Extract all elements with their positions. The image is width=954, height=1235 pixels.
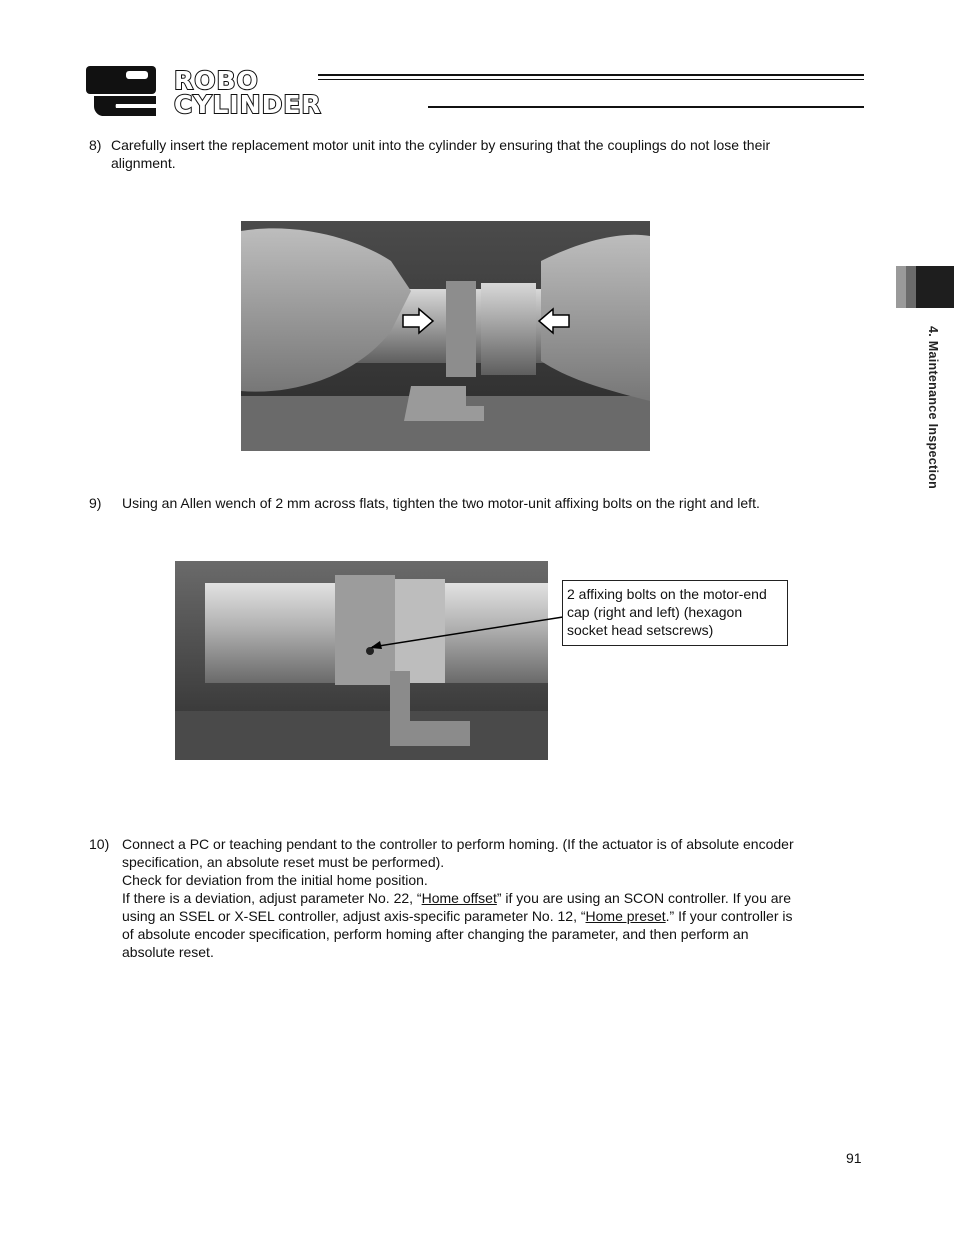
step-number: 9) xyxy=(89,495,102,511)
step-text-line: of absolute encoder specification, perform homing after changing the parameter, and then perform an xyxy=(122,926,749,942)
text-fragment: using an SSEL or X-SEL controller, adjust axis-specific parameter No. 12, “ xyxy=(122,908,586,924)
page-number: 91 xyxy=(846,1150,862,1166)
callout-affixing-bolts xyxy=(562,580,788,646)
photo-affixing-bolts xyxy=(175,561,548,760)
step-text-line: Connect a PC or teaching pendant to the controller to perform homing. (If the actuator is of absolute encoder xyxy=(122,836,794,852)
home-offset-link[interactable]: Home offset xyxy=(421,890,497,906)
callout-line: 2 affixing bolts on the motor-end xyxy=(567,586,767,602)
header-rule-top-thin xyxy=(318,79,864,80)
text-fragment: ” if you are using an SCON controller. If you are xyxy=(496,890,791,906)
step-text-line: specification, an absolute reset must be performed). xyxy=(122,854,445,870)
logo-word-robo: ROBO xyxy=(174,66,259,95)
step-text-line: alignment. xyxy=(111,155,176,171)
step-text-line xyxy=(122,907,794,925)
callout-line: socket head setscrews) xyxy=(567,622,714,638)
step-text-line: Using an Allen wench of 2 mm across flats, tighten the two motor-unit affixing bolts on the right and left. xyxy=(122,495,760,511)
chapter-tab-label: 4. Maintenance Inspection xyxy=(926,326,940,490)
chapter-tab-marker xyxy=(896,266,954,308)
photo-inserting-motor-unit xyxy=(241,221,650,451)
callout-line: cap (right and left) (hexagon xyxy=(567,604,743,620)
step-text-line xyxy=(122,889,794,907)
step-text-line: absolute reset. xyxy=(122,944,214,960)
home-preset-link[interactable]: Home preset xyxy=(585,908,666,924)
step-text-line: Check for deviation from the initial home position. xyxy=(122,872,428,888)
step-number: 10) xyxy=(89,836,110,852)
header-rule-bottom xyxy=(428,106,864,108)
header-rule-top xyxy=(318,74,864,76)
step-number: 8) xyxy=(89,137,102,153)
step-text-line: Carefully insert the replacement motor unit into the cylinder by ensuring that the couplings do not lose their xyxy=(111,137,771,153)
text-fragment: If there is a deviation, adjust parameter No. 22, “ xyxy=(122,890,422,906)
step-9 xyxy=(89,494,869,514)
callout-leader-arrow xyxy=(360,612,570,656)
step-8 xyxy=(89,136,869,176)
text-fragment: .” If your controller is xyxy=(665,908,793,924)
rc-logo-mark xyxy=(86,66,164,118)
step-10 xyxy=(89,835,879,965)
logo-word-cylinder: CYLINDER xyxy=(174,90,322,119)
